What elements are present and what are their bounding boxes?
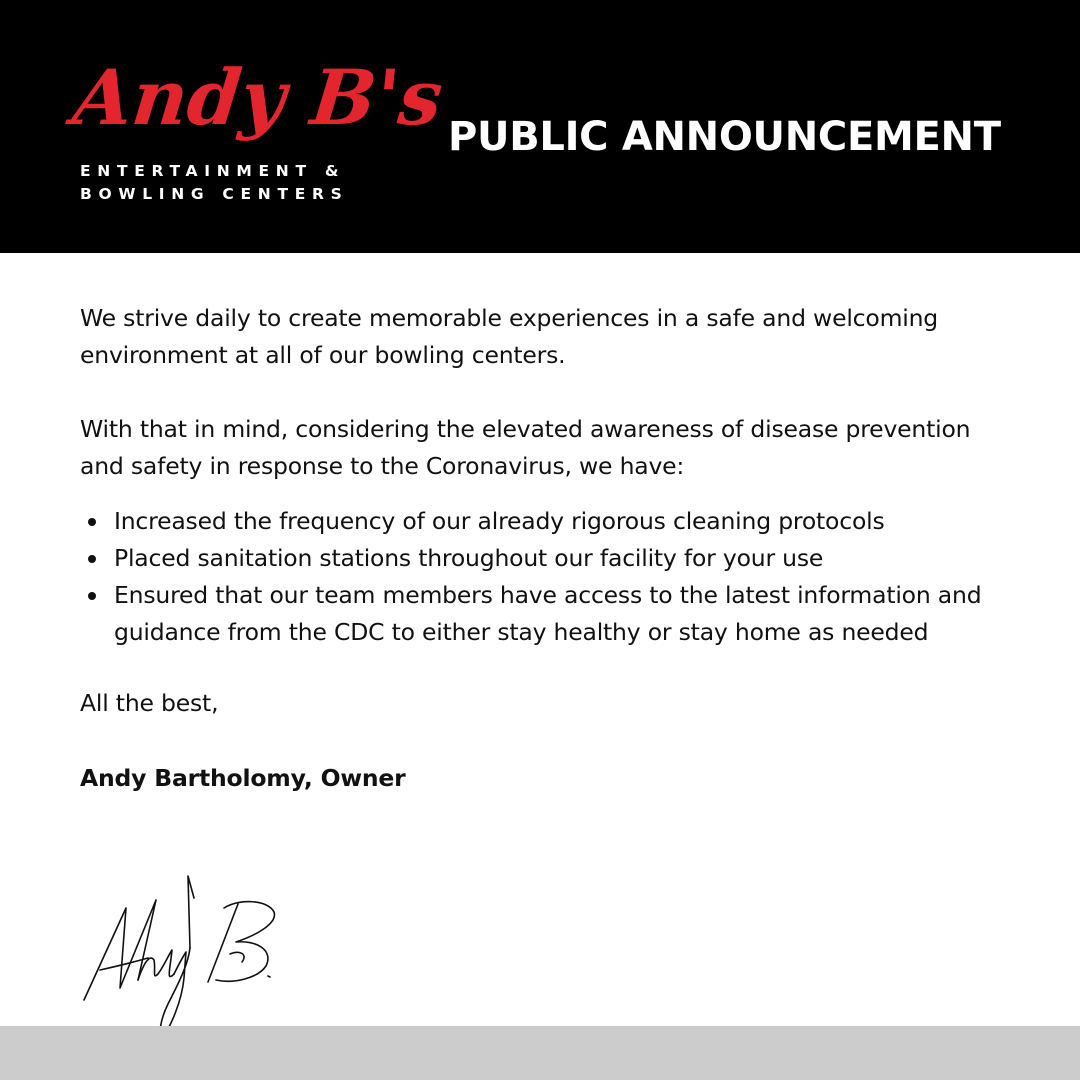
intro-paragraph: We strive daily to create memorable experiences in a safe and welcoming environment at all of our bowling centers.: [80, 304, 938, 369]
closing-line: All the best,: [80, 689, 219, 717]
page-title: PUBLIC ANNOUNCEMENT: [448, 114, 1001, 160]
owner-signoff: Andy Bartholomy, Owner: [80, 764, 406, 792]
announcement-body: [80, 300, 1020, 797]
list-item-text: Placed sanitation stations throughout our facility for your use: [114, 544, 824, 572]
brand-logo: [69, 38, 447, 208]
measures-list: [80, 503, 1020, 651]
bullet-icon: [88, 592, 96, 600]
logo-script-text: Andy B's: [69, 52, 447, 142]
logo-tagline-line1: ENTERTAINMENT &: [80, 162, 346, 180]
logo-tagline-line2: BOWLING CENTERS: [80, 185, 349, 203]
list-item: [80, 540, 1020, 577]
logo-script-wordmark: [69, 38, 447, 148]
list-item-text: Increased the frequency of our already rigorous cleaning protocols: [114, 507, 885, 535]
context-paragraph: With that in mind, considering the elevated awareness of disease prevention and safety in response to the Coronavirus, we have:: [80, 415, 971, 480]
header-band: [0, 0, 1080, 253]
bullet-icon: [88, 555, 96, 563]
list-item: [80, 577, 1020, 651]
list-item-text: Ensured that our team members have access to the latest information and guidance from the CDC to either stay healthy or stay home as needed: [114, 581, 982, 646]
bullet-icon: [88, 518, 96, 526]
footer-band: [0, 1026, 1080, 1080]
handwritten-signature: [78, 870, 278, 1050]
list-item: [80, 503, 1020, 540]
